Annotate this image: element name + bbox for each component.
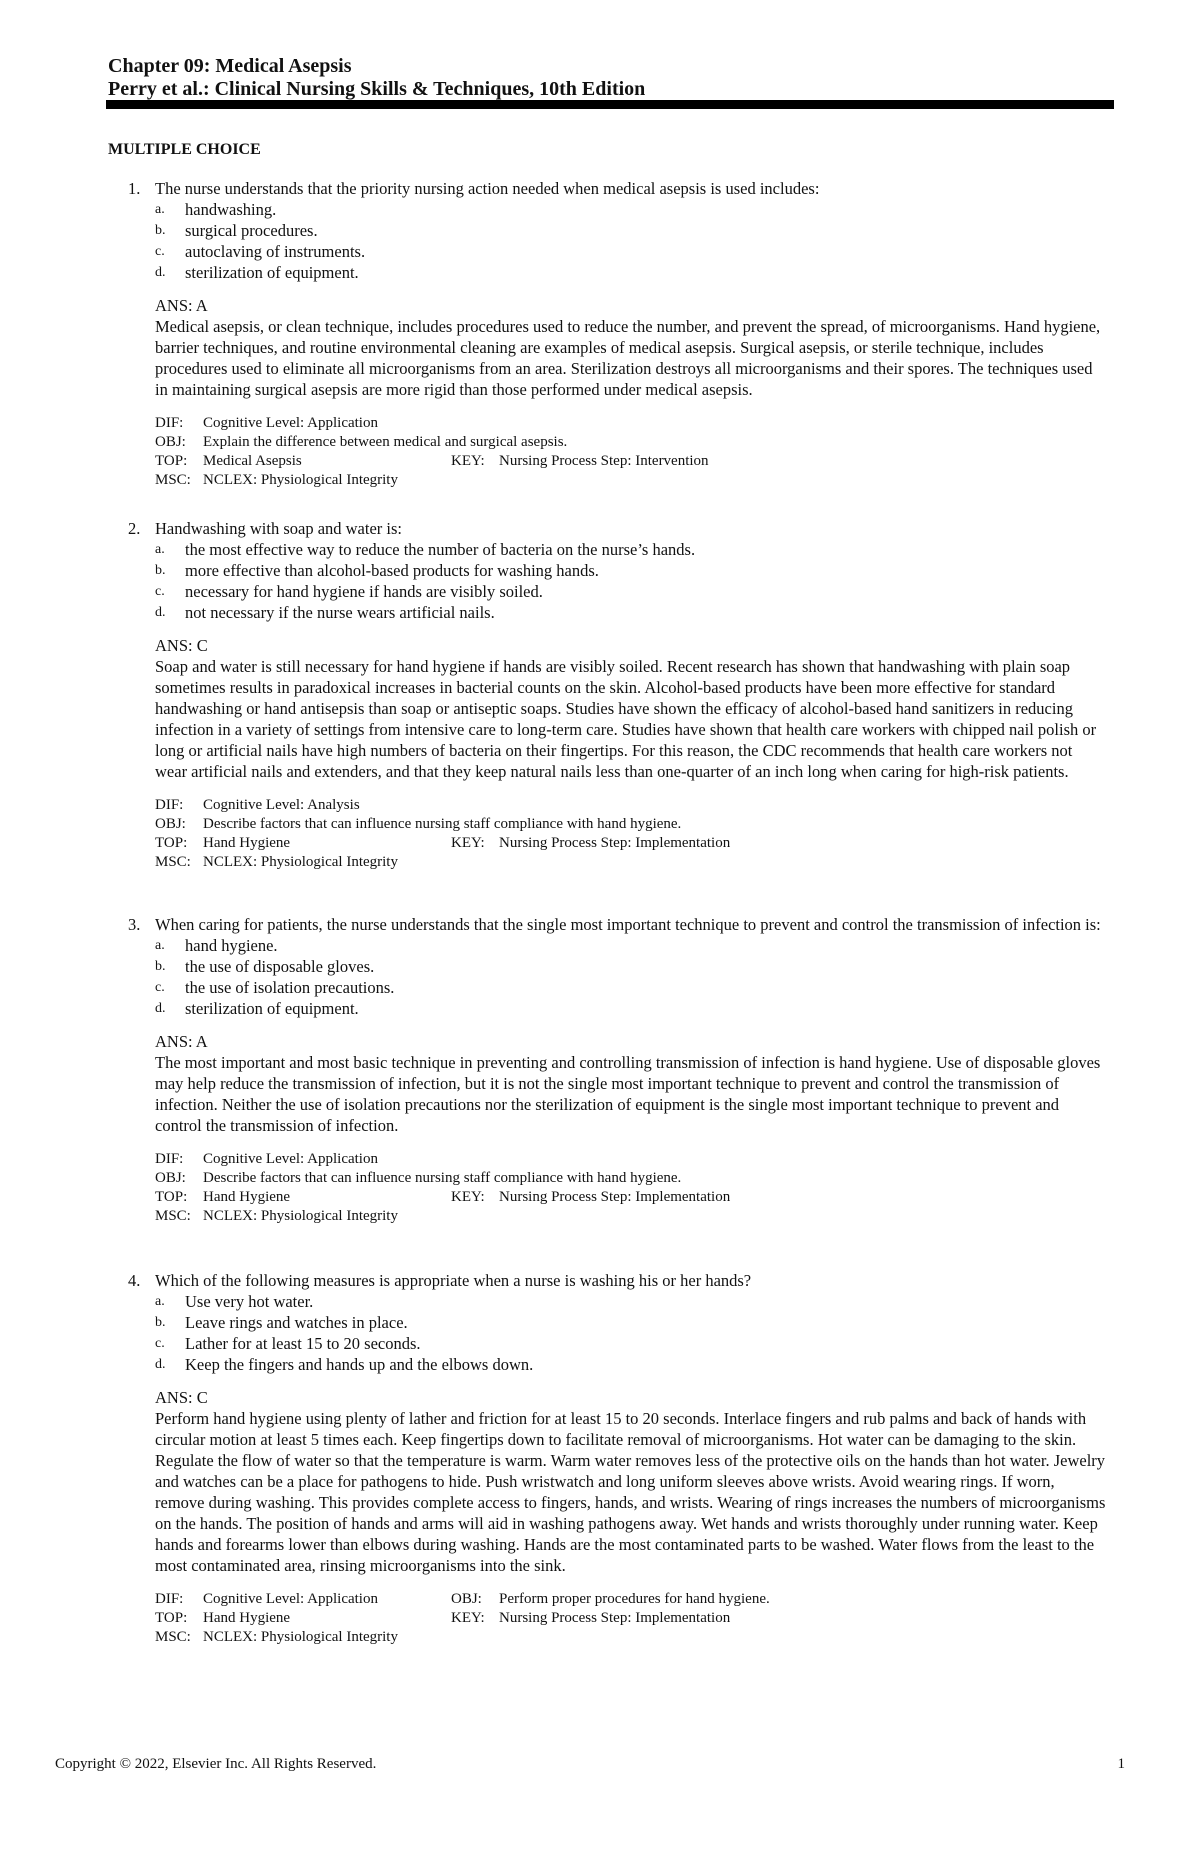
question-number: 4. — [128, 1271, 141, 1290]
top-label: TOP: — [155, 453, 188, 469]
option-text: sterilization of equipment. — [185, 999, 359, 1018]
obj-value: Describe factors that can influence nursing staff compliance with hand hygiene. — [203, 816, 682, 832]
option-text: hand hygiene. — [185, 936, 278, 955]
top-label: TOP: — [155, 1189, 188, 1205]
answer-key: ANS: A — [155, 1032, 208, 1051]
obj-label: OBJ: — [155, 1170, 186, 1186]
key-label: KEY: — [451, 453, 485, 469]
top-label: TOP: — [155, 1610, 188, 1626]
option-b — [155, 560, 1108, 581]
option-text: sterilization of equipment. — [185, 263, 359, 282]
obj-value: Describe factors that can influence nursing staff compliance with hand hygiene. — [203, 1170, 682, 1186]
question-number: 3. — [128, 915, 141, 934]
section-title: MULTIPLE CHOICE — [108, 141, 261, 158]
option-text: necessary for hand hygiene if hands are visibly soiled. — [185, 582, 543, 601]
option-text: Leave rings and watches in place. — [185, 1313, 408, 1332]
options-list — [155, 199, 1108, 283]
msc-label: MSC: — [155, 1208, 191, 1224]
option-letter: c. — [155, 244, 165, 259]
option-text: the use of disposable gloves. — [185, 957, 375, 976]
msc-value: NCLEX: Physiological Integrity — [203, 472, 398, 488]
option-b — [155, 1312, 1108, 1333]
dif-value: Cognitive Level: Application — [203, 415, 378, 431]
copyright-text: Copyright © 2022, Elsevier Inc. All Rights Reserved. — [55, 1756, 377, 1772]
question-stem — [108, 178, 1108, 199]
question-stem — [108, 914, 1108, 935]
obj-value: Perform proper procedures for hand hygiene. — [499, 1591, 770, 1607]
rationale: Medical asepsis, or clean technique, includes procedures used to reduce the number, and prevent the spread, of microorganisms. Hand hygiene, barrier techniques, and routine environmental cleaning are examples of medical asepsis. Surgical asepsis, or sterile technique, includes procedures used to eliminate all microorganisms from an area. Sterilization destroys all microorganisms and their spores. The techniques used in maintaining surgical asepsis are more rigid than those performed under medical asepsis. — [155, 317, 1101, 399]
option-text: Use very hot water. — [185, 1292, 314, 1311]
option-d — [155, 1354, 1108, 1375]
option-letter: a. — [155, 938, 165, 953]
key-value: Nursing Process Step: Implementation — [499, 1610, 731, 1626]
question-4 — [108, 1270, 1108, 1647]
option-letter: a. — [155, 1294, 165, 1309]
option-text: Keep the fingers and hands up and the elbows down. — [185, 1355, 534, 1374]
option-text: the use of isolation precautions. — [185, 978, 395, 997]
header-rule — [106, 100, 1114, 109]
option-letter: d. — [155, 1001, 166, 1016]
option-text: handwashing. — [185, 200, 277, 219]
msc-value: NCLEX: Physiological Integrity — [203, 854, 398, 870]
top-value: Hand Hygiene — [203, 1610, 291, 1626]
question-3 — [108, 914, 1108, 1226]
question-2 — [108, 518, 1108, 872]
msc-label: MSC: — [155, 854, 191, 870]
option-text: more effective than alcohol-based products for washing hands. — [185, 561, 599, 580]
option-text: surgical procedures. — [185, 221, 318, 240]
page-number: 1 — [1117, 1756, 1125, 1772]
option-c — [155, 977, 1108, 998]
rationale: Perform hand hygiene using plenty of lather and friction for at least 15 to 20 seconds. Interlace fingers and rub palms and back of hands with circular motion at least 5 times each. Keep fingertips down to facilitate removal of microorganisms. Hot water can be damaging to the skin. Regulate the flow of water so that the temperature is warm. Warm water removes less of the protective oils on the hands than hot water. Jewelry and watches can be a place for pathogens to hide. Push wristwatch and long uniform sleeves above wrists. Avoid wearing rings. If worn, remove during washing. This provides complete access to fingers, hands, and wrists. Wearing of rings increases the numbers of microorganisms on the hands. The position of hands and arms will aid in washing pathogens away. Wet hands and wrists thoroughly under running water. Keep hands and forearms lower than elbows during washing. Hands are the most contaminated parts to be washed. Water flows from the least to the most contaminated area, rinsing microorganisms into the sink. — [155, 1409, 1106, 1575]
option-letter: d. — [155, 605, 166, 620]
key-label: KEY: — [451, 1189, 485, 1205]
option-letter: c. — [155, 584, 165, 599]
dif-label: DIF: — [155, 415, 184, 431]
obj-label: OBJ: — [155, 816, 186, 832]
key-value: Nursing Process Step: Implementation — [499, 835, 731, 851]
option-text: autoclaving of instruments. — [185, 242, 366, 261]
msc-label: MSC: — [155, 472, 191, 488]
option-letter: c. — [155, 980, 165, 995]
question-text: Which of the following measures is appropriate when a nurse is washing his or her hands? — [155, 1271, 752, 1290]
top-value: Hand Hygiene — [203, 835, 291, 851]
msc-value: NCLEX: Physiological Integrity — [203, 1629, 398, 1645]
key-label: KEY: — [451, 1610, 485, 1626]
obj-label: OBJ: — [155, 434, 186, 450]
question-metadata — [155, 1590, 1108, 1647]
option-a — [155, 199, 1108, 220]
option-d — [155, 998, 1108, 1019]
options-list — [155, 935, 1108, 1019]
option-d — [155, 602, 1108, 623]
rationale: Soap and water is still necessary for hand hygiene if hands are visibly soiled. Recent research has shown that handwashing with plain soap sometimes results in paradoxical increases in bacterial counts on the skin. Alcohol-based products have been more effective for standard handwashing or hand antisepsis than soap or antiseptic soaps. Studies have shown the efficacy of alcohol-based hand sanitizers in reducing infection in a variety of settings from intensive care to long-term care. Studies have shown that health care workers with chipped nail polish or long or artificial nails have high numbers of bacteria on their fingertips. For this reason, the CDC recommends that health care workers not wear artificial nails and extenders, and that they keep natural nails less than one-quarter of an inch long when caring for high-risk patients. — [155, 657, 1097, 781]
dif-label: DIF: — [155, 1151, 184, 1167]
dif-value: Cognitive Level: Application — [203, 1151, 378, 1167]
answer-key: ANS: C — [155, 1388, 208, 1407]
dif-value: Cognitive Level: Application — [203, 1591, 378, 1607]
question-metadata — [155, 414, 1108, 490]
rationale: The most important and most basic technique in preventing and controlling transmission of infection is hand hygiene. Use of disposable gloves may help reduce the transmission of infection, but it is not the single most important technique to prevent and control the transmission of infection. Neither the use of isolation precautions nor the sterilization of equipment is the single most important technique to prevent and control the transmission of infection. — [155, 1053, 1101, 1135]
option-letter: b. — [155, 223, 166, 238]
page-header — [108, 55, 1108, 101]
options-list — [155, 539, 1108, 623]
option-letter: d. — [155, 1357, 166, 1372]
question-text: When caring for patients, the nurse understands that the single most important technique to prevent and control the transmission of infection is: — [155, 915, 1101, 934]
question-text: The nurse understands that the priority nursing action needed when medical asepsis is used includes: — [155, 179, 820, 198]
option-letter: a. — [155, 202, 165, 217]
question-stem — [108, 518, 1108, 539]
option-c — [155, 581, 1108, 602]
dif-label: DIF: — [155, 1591, 184, 1607]
option-letter: d. — [155, 265, 166, 280]
answer-key: ANS: C — [155, 636, 208, 655]
key-label: KEY: — [451, 835, 485, 851]
option-b — [155, 956, 1108, 977]
msc-value: NCLEX: Physiological Integrity — [203, 1208, 398, 1224]
book-title: Perry et al.: Clinical Nursing Skills & Techniques, 10th Edition — [108, 78, 646, 100]
option-d — [155, 262, 1108, 283]
option-c — [155, 1333, 1108, 1354]
question-number: 1. — [128, 179, 141, 198]
options-list — [155, 1291, 1108, 1375]
top-label: TOP: — [155, 835, 188, 851]
question-stem — [108, 1270, 1108, 1291]
option-text: Lather for at least 15 to 20 seconds. — [185, 1334, 421, 1353]
option-letter: c. — [155, 1336, 165, 1351]
msc-label: MSC: — [155, 1629, 191, 1645]
option-a — [155, 935, 1108, 956]
key-value: Nursing Process Step: Implementation — [499, 1189, 731, 1205]
top-value: Medical Asepsis — [203, 453, 302, 469]
question-number: 2. — [128, 519, 141, 538]
option-a — [155, 539, 1108, 560]
option-letter: a. — [155, 542, 165, 557]
question-text: Handwashing with soap and water is: — [155, 519, 402, 538]
answer-key: ANS: A — [155, 296, 208, 315]
question-metadata — [155, 1150, 1108, 1226]
question-metadata — [155, 796, 1108, 872]
option-text: not necessary if the nurse wears artificial nails. — [185, 603, 495, 622]
obj-value: Explain the difference between medical and surgical asepsis. — [203, 434, 568, 450]
top-value: Hand Hygiene — [203, 1189, 291, 1205]
option-text: the most effective way to reduce the number of bacteria on the nurse’s hands. — [185, 540, 696, 559]
option-letter: b. — [155, 959, 166, 974]
option-letter: b. — [155, 563, 166, 578]
option-b — [155, 220, 1108, 241]
dif-value: Cognitive Level: Analysis — [203, 797, 360, 813]
page-footer — [55, 1756, 1125, 1773]
option-letter: b. — [155, 1315, 166, 1330]
option-c — [155, 241, 1108, 262]
option-a — [155, 1291, 1108, 1312]
chapter-title: Chapter 09: Medical Asepsis — [108, 55, 352, 77]
obj-label: OBJ: — [451, 1591, 482, 1607]
key-value: Nursing Process Step: Intervention — [499, 453, 709, 469]
question-1 — [108, 178, 1108, 490]
dif-label: DIF: — [155, 797, 184, 813]
